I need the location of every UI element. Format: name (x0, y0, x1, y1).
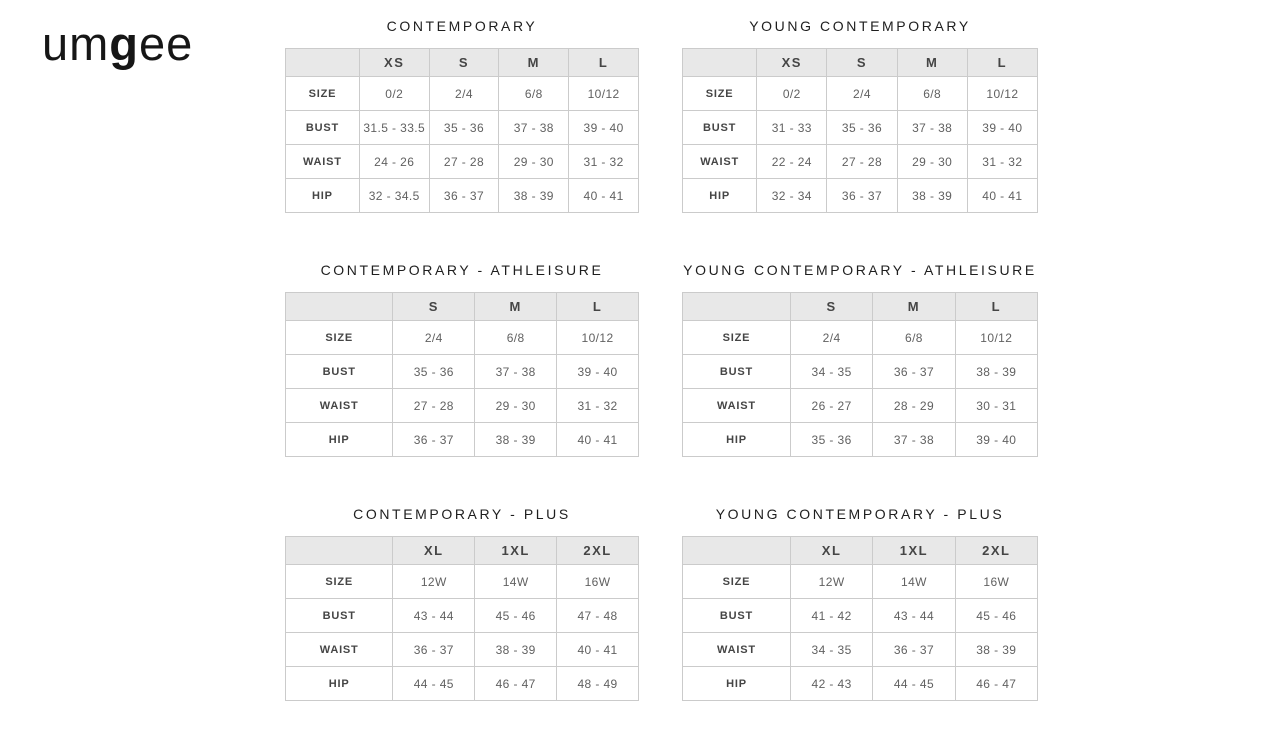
measurement-value: 36 - 37 (393, 423, 475, 457)
size-column-header: XS (757, 49, 827, 77)
measurement-value: 31 - 32 (557, 389, 639, 423)
size-column-header: S (429, 49, 499, 77)
row-label: WAIST (683, 633, 791, 667)
measurement-value: 46 - 47 (955, 667, 1037, 701)
size-chart-table (682, 536, 1038, 701)
measurement-value: 31.5 - 33.5 (359, 111, 429, 145)
measurement-row (683, 633, 1038, 667)
row-label: WAIST (683, 389, 791, 423)
size-table-block-2 (285, 260, 639, 504)
row-label: HIP (286, 179, 360, 213)
measurement-value: 10/12 (955, 321, 1037, 355)
measurement-value: 30 - 31 (955, 389, 1037, 423)
table-title: CONTEMPORARY - ATHLEISURE (320, 262, 604, 278)
measurement-row (683, 599, 1038, 633)
measurement-row (286, 667, 639, 701)
header-row (286, 293, 639, 321)
measurement-value: 34 - 35 (790, 355, 872, 389)
measurement-value: 6/8 (873, 321, 955, 355)
measurement-value: 38 - 39 (475, 633, 557, 667)
measurement-value: 41 - 42 (790, 599, 872, 633)
measurement-row (683, 667, 1038, 701)
measurement-value: 39 - 40 (569, 111, 639, 145)
size-column-header: L (967, 49, 1037, 77)
size-column-header: 2XL (557, 537, 639, 565)
measurement-value: 36 - 37 (873, 633, 955, 667)
measurement-value: 16W (557, 565, 639, 599)
measurement-row (286, 389, 639, 423)
size-column-header: L (557, 293, 639, 321)
size-column-header: L (955, 293, 1037, 321)
size-column-header: S (790, 293, 872, 321)
logo-text-prefix: um (42, 17, 110, 70)
size-column-header: L (569, 49, 639, 77)
size-column-header: 1XL (873, 537, 955, 565)
measurement-value: 31 - 32 (967, 145, 1037, 179)
measurement-value: 48 - 49 (557, 667, 639, 701)
measurement-value: 2/4 (429, 77, 499, 111)
measurement-row (286, 355, 639, 389)
measurement-value: 29 - 30 (475, 389, 557, 423)
measurement-value: 12W (393, 565, 475, 599)
measurement-value: 35 - 36 (429, 111, 499, 145)
measurement-value: 22 - 24 (757, 145, 827, 179)
row-label: WAIST (286, 633, 393, 667)
corner-cell (286, 537, 393, 565)
size-table-block-3 (682, 260, 1038, 504)
measurement-value: 45 - 46 (955, 599, 1037, 633)
measurement-value: 2/4 (790, 321, 872, 355)
measurement-row (683, 77, 1038, 111)
measurement-value: 38 - 39 (475, 423, 557, 457)
measurement-value: 29 - 30 (897, 145, 967, 179)
measurement-value: 29 - 30 (499, 145, 569, 179)
measurement-value: 40 - 41 (967, 179, 1037, 213)
table-head (286, 293, 639, 321)
corner-cell (683, 537, 791, 565)
table-head (286, 537, 639, 565)
measurement-row (683, 111, 1038, 145)
measurement-value: 37 - 38 (475, 355, 557, 389)
measurement-value: 39 - 40 (557, 355, 639, 389)
measurement-row (683, 179, 1038, 213)
table-title: YOUNG CONTEMPORARY (749, 18, 971, 34)
measurement-row (683, 145, 1038, 179)
measurement-value: 46 - 47 (475, 667, 557, 701)
table-title: CONTEMPORARY (386, 18, 538, 34)
size-column-header: XS (359, 49, 429, 77)
row-label: BUST (683, 599, 791, 633)
measurement-value: 36 - 37 (429, 179, 499, 213)
corner-cell (286, 49, 360, 77)
row-label: SIZE (286, 321, 393, 355)
measurement-value: 39 - 40 (967, 111, 1037, 145)
size-column-header: 2XL (955, 537, 1037, 565)
size-column-header: S (827, 49, 897, 77)
measurement-value: 0/2 (757, 77, 827, 111)
brand-logo (42, 14, 193, 74)
size-column-header: M (873, 293, 955, 321)
measurement-row (286, 111, 639, 145)
measurement-value: 38 - 39 (955, 633, 1037, 667)
corner-cell (286, 293, 393, 321)
table-body (286, 77, 639, 213)
table-head (683, 49, 1038, 77)
table-title: YOUNG CONTEMPORARY - ATHLEISURE (683, 262, 1037, 278)
measurement-value: 14W (873, 565, 955, 599)
measurement-value: 35 - 36 (790, 423, 872, 457)
size-column-header: M (499, 49, 569, 77)
row-label: HIP (286, 667, 393, 701)
header-row (683, 293, 1038, 321)
measurement-row (286, 77, 639, 111)
measurement-value: 37 - 38 (499, 111, 569, 145)
row-label: SIZE (683, 565, 791, 599)
measurement-value: 35 - 36 (393, 355, 475, 389)
measurement-value: 43 - 44 (873, 599, 955, 633)
measurement-value: 35 - 36 (827, 111, 897, 145)
measurement-value: 2/4 (827, 77, 897, 111)
size-column-header: XL (393, 537, 475, 565)
measurement-value: 40 - 41 (557, 423, 639, 457)
row-label: HIP (683, 179, 757, 213)
logo-text-bold-g: g (109, 17, 140, 70)
measurement-value: 28 - 29 (873, 389, 955, 423)
measurement-row (683, 423, 1038, 457)
row-label: WAIST (286, 389, 393, 423)
measurement-value: 37 - 38 (897, 111, 967, 145)
measurement-value: 32 - 34.5 (359, 179, 429, 213)
table-body (683, 321, 1038, 457)
size-chart-table (682, 292, 1038, 457)
size-table-block-5 (682, 504, 1038, 748)
measurement-value: 38 - 39 (897, 179, 967, 213)
row-label: BUST (683, 355, 791, 389)
size-column-header: 1XL (475, 537, 557, 565)
measurement-value: 12W (790, 565, 872, 599)
corner-cell (683, 49, 757, 77)
measurement-value: 47 - 48 (557, 599, 639, 633)
size-chart-table (285, 48, 639, 213)
size-charts-grid (285, 16, 1038, 748)
row-label: SIZE (683, 77, 757, 111)
size-chart-table (285, 536, 639, 701)
row-label: BUST (683, 111, 757, 145)
measurement-value: 14W (475, 565, 557, 599)
table-title: CONTEMPORARY - PLUS (353, 506, 571, 522)
row-label: SIZE (683, 321, 791, 355)
logo-text-suffix: ee (139, 17, 194, 70)
measurement-value: 24 - 26 (359, 145, 429, 179)
header-row (286, 537, 639, 565)
size-chart-table (682, 48, 1038, 213)
measurement-value: 31 - 32 (569, 145, 639, 179)
measurement-value: 42 - 43 (790, 667, 872, 701)
measurement-value: 6/8 (897, 77, 967, 111)
size-table-block-1 (682, 16, 1038, 260)
measurement-value: 40 - 41 (569, 179, 639, 213)
measurement-row (286, 599, 639, 633)
row-label: BUST (286, 599, 393, 633)
measurement-row (683, 355, 1038, 389)
row-label: SIZE (286, 77, 360, 111)
measurement-value: 10/12 (557, 321, 639, 355)
table-head (683, 537, 1038, 565)
table-body (286, 321, 639, 457)
header-row (683, 49, 1038, 77)
table-body (683, 77, 1038, 213)
measurement-value: 27 - 28 (827, 145, 897, 179)
measurement-value: 36 - 37 (873, 355, 955, 389)
measurement-value: 36 - 37 (827, 179, 897, 213)
measurement-value: 31 - 33 (757, 111, 827, 145)
measurement-row (286, 179, 639, 213)
table-head (683, 293, 1038, 321)
measurement-row (286, 633, 639, 667)
measurement-row (286, 423, 639, 457)
measurement-value: 10/12 (967, 77, 1037, 111)
row-label: WAIST (683, 145, 757, 179)
measurement-value: 45 - 46 (475, 599, 557, 633)
measurement-row (286, 565, 639, 599)
measurement-value: 44 - 45 (393, 667, 475, 701)
table-body (683, 565, 1038, 701)
size-column-header: XL (790, 537, 872, 565)
measurement-value: 43 - 44 (393, 599, 475, 633)
table-head (286, 49, 639, 77)
header-row (683, 537, 1038, 565)
size-column-header: M (475, 293, 557, 321)
measurement-value: 6/8 (475, 321, 557, 355)
row-label: HIP (286, 423, 393, 457)
measurement-value: 0/2 (359, 77, 429, 111)
measurement-value: 26 - 27 (790, 389, 872, 423)
measurement-value: 37 - 38 (873, 423, 955, 457)
row-label: WAIST (286, 145, 360, 179)
row-label: HIP (683, 423, 791, 457)
measurement-value: 32 - 34 (757, 179, 827, 213)
measurement-value: 16W (955, 565, 1037, 599)
size-chart-table (285, 292, 639, 457)
table-body (286, 565, 639, 701)
measurement-value: 6/8 (499, 77, 569, 111)
measurement-value: 27 - 28 (429, 145, 499, 179)
size-column-header: S (393, 293, 475, 321)
measurement-value: 34 - 35 (790, 633, 872, 667)
measurement-value: 38 - 39 (499, 179, 569, 213)
size-column-header: M (897, 49, 967, 77)
measurement-value: 2/4 (393, 321, 475, 355)
row-label: BUST (286, 111, 360, 145)
measurement-row (683, 565, 1038, 599)
measurement-value: 27 - 28 (393, 389, 475, 423)
header-row (286, 49, 639, 77)
measurement-row (683, 321, 1038, 355)
measurement-value: 36 - 37 (393, 633, 475, 667)
measurement-value: 39 - 40 (955, 423, 1037, 457)
measurement-row (683, 389, 1038, 423)
corner-cell (683, 293, 791, 321)
measurement-row (286, 321, 639, 355)
row-label: SIZE (286, 565, 393, 599)
measurement-value: 38 - 39 (955, 355, 1037, 389)
table-title: YOUNG CONTEMPORARY - PLUS (715, 506, 1005, 522)
measurement-value: 10/12 (569, 77, 639, 111)
measurement-value: 40 - 41 (557, 633, 639, 667)
measurement-value: 44 - 45 (873, 667, 955, 701)
row-label: BUST (286, 355, 393, 389)
row-label: HIP (683, 667, 791, 701)
size-table-block-4 (285, 504, 639, 748)
measurement-row (286, 145, 639, 179)
size-table-block-0 (285, 16, 639, 260)
